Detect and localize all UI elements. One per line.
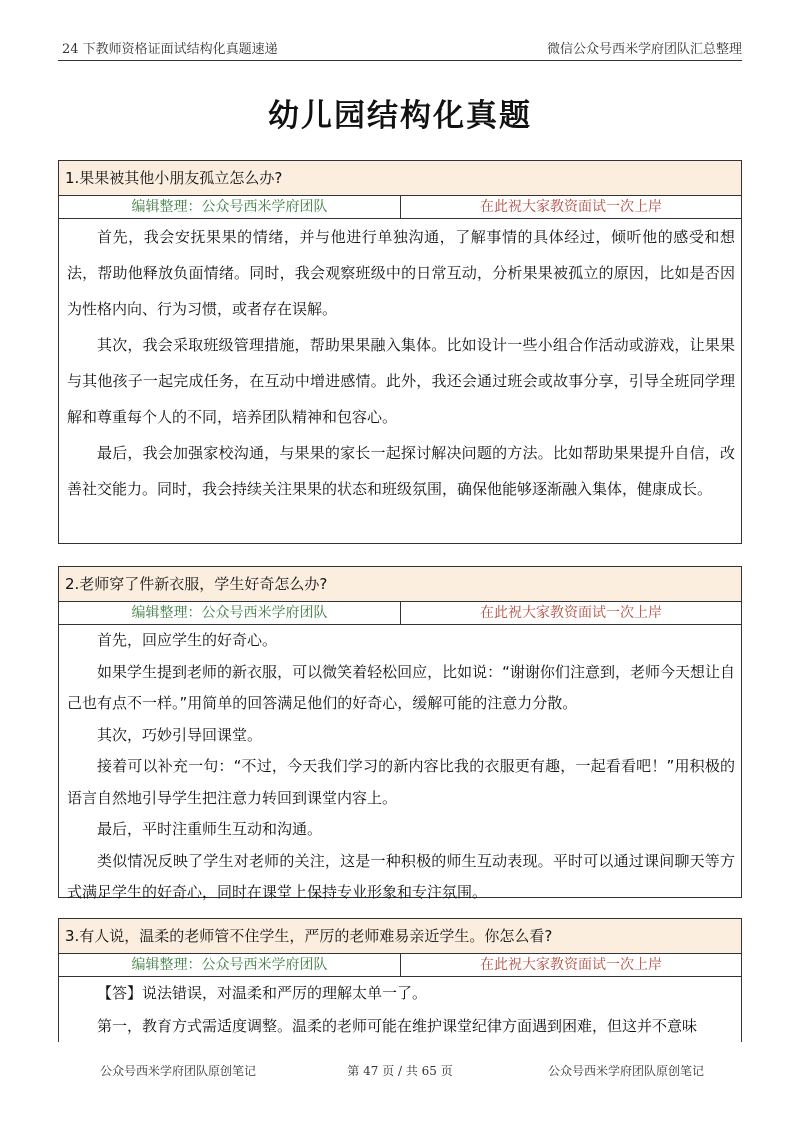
header-right: 微信公众号西米学府团队汇总整理 (546, 42, 742, 57)
answer-paragraph: 类似情况反映了学生对老师的关注，这是一种积极的师生互动表现。平时可以通过课间聊天等方式满足学生的好奇心，同时在课堂上保持专业形象和专注氛围。 (67, 851, 735, 901)
credit-editor: 编辑整理：公众号西米学府团队 (59, 602, 401, 624)
answer-paragraph: 接着可以补充一句：“不过，今天我们学习的新内容比我的衣服更有趣，一起看看吧！”用积极的语言自然地引导学生把注意力转回到课堂内容上。 (67, 757, 735, 807)
answer-paragraph: 最后，我会加强家校沟通，与果果的家长一起探讨解决问题的方法。比如帮助果果提升自信，改善社交能力。同时，我会持续关注果果的状态和班级氛围，确保他能够逐渐融入集体，健康成长。 (67, 444, 735, 498)
credit-row (59, 602, 741, 625)
footer-right: 公众号西米学府团队原创笔记 (547, 1064, 704, 1078)
credit-wish: 在此祝大家教资面试一次上岸 (480, 957, 662, 973)
answer-paragraph: 【答】说法错误，对温柔和严厉的理解太单一了。 (97, 984, 428, 1002)
header-left: 24 下教师资格证面试结构化真题速递 (62, 42, 278, 57)
question-title: 3.有人说，温柔的老师管不住学生，严厉的老师难易亲近学生。你怎么看? (59, 919, 741, 954)
credit-row (59, 954, 741, 977)
page-title: 幼儿园结构化真题 (268, 98, 532, 134)
answer-body (59, 219, 741, 507)
answer-body (59, 625, 741, 909)
credit-editor: 编辑整理：公众号西米学府团队 (59, 196, 401, 218)
question-box-1 (58, 160, 742, 544)
answer-paragraph: 首先，我会安抚果果的情绪，并与他进行单独沟通，了解事情的具体经过，倾听他的感受和想法，帮助他释放负面情绪。同时，我会观察班级中的日常互动，分析果果被孤立的原因，比如是否因为性格内向、行为习惯，或者存在误解。 (67, 228, 735, 318)
question-title: 2.老师穿了件新衣服，学生好奇怎么办? (59, 567, 741, 602)
answer-paragraph: 第一，教育方式需适度调整。温柔的老师可能在维护课堂纪律方面遇到困难，但这并不意味 (97, 1017, 698, 1035)
answer-paragraph: 其次，我会采取班级管理措施，帮助果果融入集体。比如设计一些小组合作活动或游戏，让果果与其他孩子一起完成任务，在互动中增进感情。此外，我还会通过班会或故事分享，引导全班同学理解和尊重每个人的不同，培养团队精神和包容心。 (67, 336, 735, 426)
answer-paragraph: 如果学生提到老师的新衣服，可以微笑着轻松回应，比如说：“谢谢你们注意到，老师今天想让自己也有点不一样。”用简单的回答满足他们的好奇心，缓解可能的注意力分散。 (67, 662, 735, 712)
credit-wish: 在此祝大家教资面试一次上岸 (480, 199, 662, 215)
answer-paragraph: 其次，巧妙引导回课堂。 (97, 725, 263, 744)
answer-body (59, 977, 741, 1043)
question-box-3 (58, 918, 742, 1042)
footer-page-number: 第 47 页 / 共 65 页 (347, 1064, 453, 1078)
question-title: 1.果果被其他小朋友孤立怎么办? (59, 161, 741, 196)
header-divider (58, 60, 742, 61)
credit-row (59, 196, 741, 219)
credit-wish: 在此祝大家教资面试一次上岸 (480, 605, 662, 621)
credit-editor: 编辑整理：公众号西米学府团队 (59, 954, 401, 976)
question-box-2 (58, 566, 742, 901)
answer-paragraph: 最后，平时注重师生互动和沟通。 (97, 820, 323, 838)
answer-paragraph: 首先，回应学生的好奇心。 (97, 631, 278, 649)
footer-left: 公众号西米学府团队原创笔记 (100, 1064, 257, 1078)
